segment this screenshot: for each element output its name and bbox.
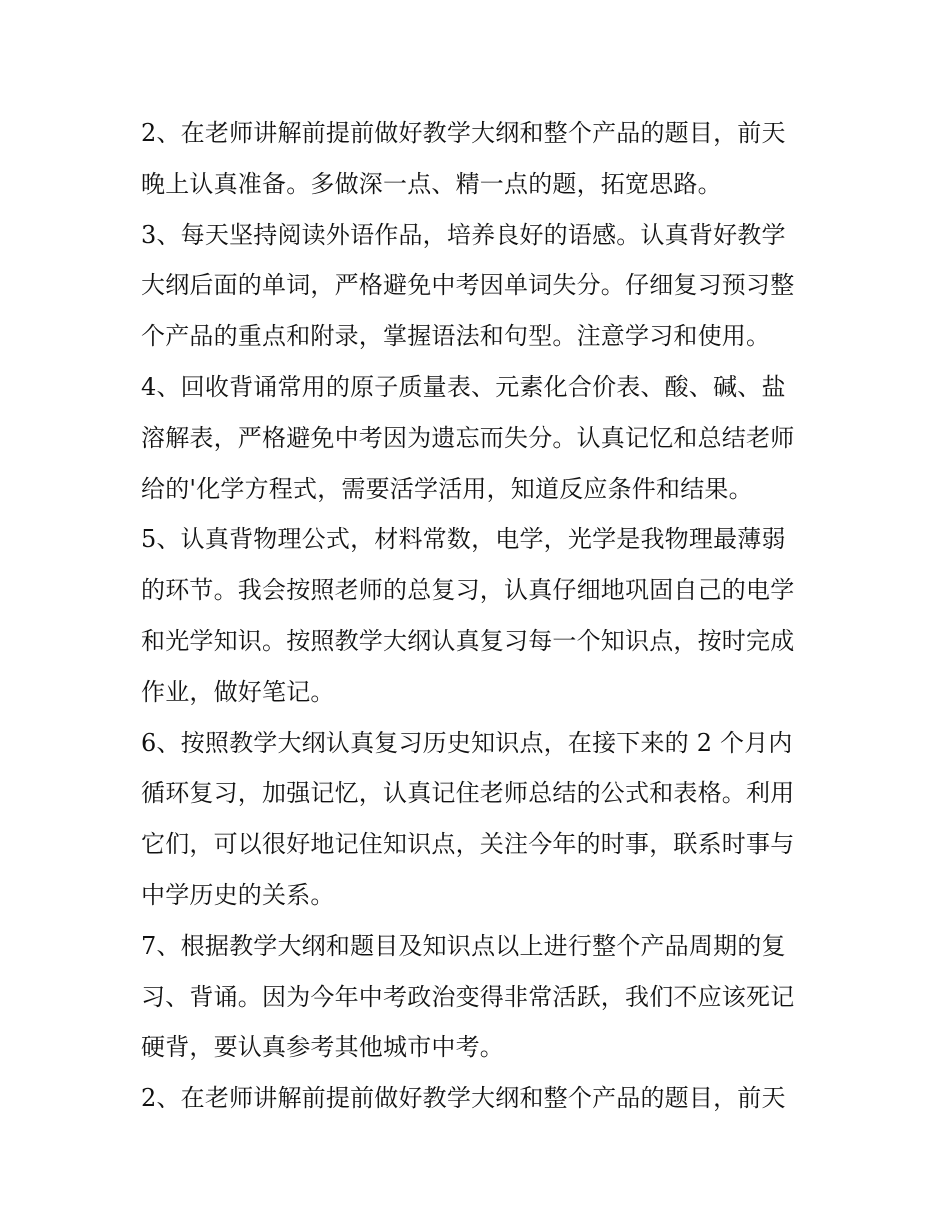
text-line: 晚上认真准备。多做深一点、精一点的题，拓宽思路。 <box>141 169 722 198</box>
text-line: 给的'化学方程式，需要活学活用，知道反应条件和结果。 <box>141 474 753 503</box>
text-line: 6、按照教学大纲认真复习历史知识点，在接下来的 2 个月内 <box>141 728 793 757</box>
text-line: 作业，做好笔记。 <box>141 677 335 706</box>
document-body <box>141 108 821 1124</box>
text-line: 3、每天坚持阅读外语作品，培养良好的语感。认真背好教学 <box>141 220 786 249</box>
text-line: 个产品的重点和附录，掌握语法和句型。注意学习和使用。 <box>141 322 771 351</box>
text-line: 4、回收背诵常用的原子质量表、元素化合价表、酸、碱、盐 <box>141 372 786 401</box>
text-line: 和光学知识。按照教学大纲认真复习每一个知识点，按时完成 <box>141 626 795 655</box>
text-line: 7、根据教学大纲和题目及知识点以上进行整个产品周期的复 <box>141 931 786 960</box>
text-line: 硬背，要认真参考其他城市中考。 <box>141 1033 504 1062</box>
text-line: 的环节。我会按照老师的总复习，认真仔细地巩固自己的电学 <box>141 576 795 605</box>
text-line: 5、认真背物理公式，材料常数，电学，光学是我物理最薄弱 <box>141 525 786 554</box>
text-line: 大纲后面的单词，严格避免中考因单词失分。仔细复习预习整 <box>141 271 795 300</box>
text-line: 溶解表，严格避免中考因为遗忘而失分。认真记忆和总结老师 <box>141 423 795 452</box>
text-line: 中学历史的关系。 <box>141 880 335 909</box>
text-line: 2、在老师讲解前提前做好教学大纲和整个产品的题目，前天 <box>141 119 786 147</box>
text-line: 它们，可以很好地记住知识点，关注今年的时事，联系时事与 <box>141 830 795 859</box>
text-line: 循环复习，加强记忆，认真记住老师总结的公式和表格。利用 <box>141 779 795 808</box>
text-line: 2、在老师讲解前提前做好教学大纲和整个产品的题目，前天 <box>141 1084 786 1113</box>
text-line: 习、背诵。因为今年中考政治变得非常活跃，我们不应该死记 <box>141 982 795 1011</box>
